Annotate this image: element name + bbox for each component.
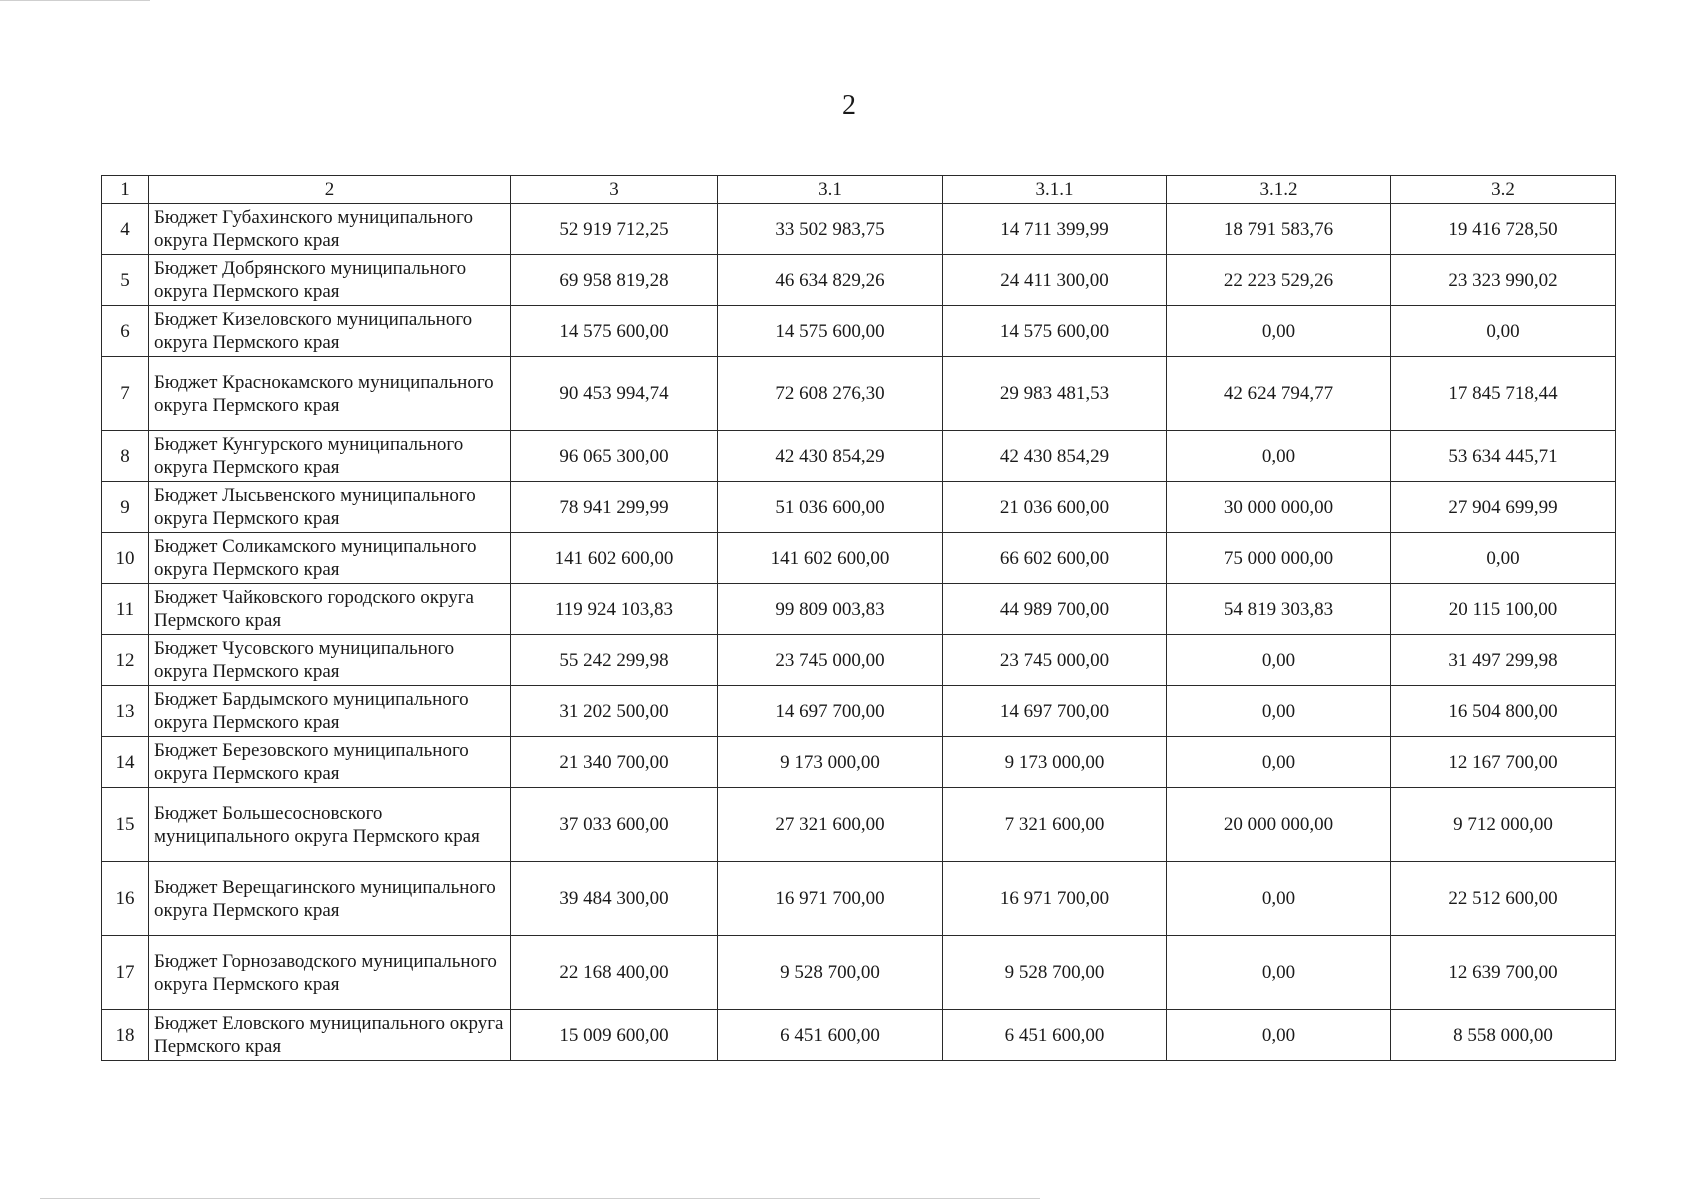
value-col-3-1-2: 54 819 303,83 <box>1167 584 1391 635</box>
value-col-3: 141 602 600,00 <box>511 533 718 584</box>
budget-name: Бюджет Горнозаводского муниципального округа Пермского края <box>149 936 511 1010</box>
value-col-3-2: 53 634 445,71 <box>1391 431 1616 482</box>
budget-name: Бюджет Бардымского муниципального округа Пермского края <box>149 686 511 737</box>
table-row <box>102 357 1616 431</box>
budget-name: Бюджет Добрянского муниципального округа Пермского края <box>149 255 511 306</box>
table-row <box>102 306 1616 357</box>
table-row <box>102 1010 1616 1061</box>
budget-name: Бюджет Краснокамского муниципального округа Пермского края <box>149 357 511 431</box>
table-row <box>102 431 1616 482</box>
value-col-3-2: 12 167 700,00 <box>1391 737 1616 788</box>
value-col-3-1-2: 0,00 <box>1167 936 1391 1010</box>
table-row <box>102 255 1616 306</box>
value-col-3-2: 22 512 600,00 <box>1391 862 1616 936</box>
value-col-3: 96 065 300,00 <box>511 431 718 482</box>
header-cell: 3.1.2 <box>1167 176 1391 204</box>
value-col-3-1: 9 173 000,00 <box>718 737 943 788</box>
value-col-3-2: 16 504 800,00 <box>1391 686 1616 737</box>
value-col-3-1-1: 24 411 300,00 <box>943 255 1167 306</box>
budget-name: Бюджет Чайковского городского округа Пермского края <box>149 584 511 635</box>
value-col-3: 55 242 299,98 <box>511 635 718 686</box>
budget-name: Бюджет Чусовского муниципального округа Пермского края <box>149 635 511 686</box>
value-col-3-1-1: 16 971 700,00 <box>943 862 1167 936</box>
value-col-3-2: 20 115 100,00 <box>1391 584 1616 635</box>
header-cell: 2 <box>149 176 511 204</box>
row-number: 15 <box>102 788 149 862</box>
scan-edge-bottom <box>40 1198 1040 1199</box>
value-col-3-1-1: 6 451 600,00 <box>943 1010 1167 1061</box>
value-col-3: 119 924 103,83 <box>511 584 718 635</box>
value-col-3-2: 23 323 990,02 <box>1391 255 1616 306</box>
scan-edge-top <box>0 0 150 1</box>
header-cell: 1 <box>102 176 149 204</box>
value-col-3-1-1: 44 989 700,00 <box>943 584 1167 635</box>
value-col-3-1-2: 0,00 <box>1167 1010 1391 1061</box>
value-col-3: 78 941 299,99 <box>511 482 718 533</box>
value-col-3-2: 27 904 699,99 <box>1391 482 1616 533</box>
value-col-3: 90 453 994,74 <box>511 357 718 431</box>
row-number: 8 <box>102 431 149 482</box>
budget-table <box>101 175 1616 1061</box>
page-number: 2 <box>842 90 856 121</box>
value-col-3-1: 99 809 003,83 <box>718 584 943 635</box>
value-col-3-1: 16 971 700,00 <box>718 862 943 936</box>
value-col-3-1: 42 430 854,29 <box>718 431 943 482</box>
value-col-3-1-1: 66 602 600,00 <box>943 533 1167 584</box>
budget-name: Бюджет Еловского муниципального округа Пермского края <box>149 1010 511 1061</box>
value-col-3-2: 9 712 000,00 <box>1391 788 1616 862</box>
value-col-3-1: 46 634 829,26 <box>718 255 943 306</box>
value-col-3: 39 484 300,00 <box>511 862 718 936</box>
value-col-3-1-1: 42 430 854,29 <box>943 431 1167 482</box>
value-col-3: 69 958 819,28 <box>511 255 718 306</box>
value-col-3-2: 0,00 <box>1391 533 1616 584</box>
row-number: 11 <box>102 584 149 635</box>
value-col-3-1-2: 0,00 <box>1167 686 1391 737</box>
value-col-3-2: 8 558 000,00 <box>1391 1010 1616 1061</box>
table-row <box>102 584 1616 635</box>
table-row <box>102 686 1616 737</box>
value-col-3: 21 340 700,00 <box>511 737 718 788</box>
value-col-3-1: 9 528 700,00 <box>718 936 943 1010</box>
value-col-3-1: 141 602 600,00 <box>718 533 943 584</box>
value-col-3-1-2: 75 000 000,00 <box>1167 533 1391 584</box>
value-col-3-1-1: 9 528 700,00 <box>943 936 1167 1010</box>
row-number: 10 <box>102 533 149 584</box>
header-cell: 3.2 <box>1391 176 1616 204</box>
value-col-3-1-2: 0,00 <box>1167 862 1391 936</box>
value-col-3-1-2: 0,00 <box>1167 737 1391 788</box>
value-col-3-1-1: 14 697 700,00 <box>943 686 1167 737</box>
value-col-3-1-1: 29 983 481,53 <box>943 357 1167 431</box>
value-col-3-2: 12 639 700,00 <box>1391 936 1616 1010</box>
budget-name: Бюджет Соликамского муниципального округа Пермского края <box>149 533 511 584</box>
table-row <box>102 533 1616 584</box>
row-number: 13 <box>102 686 149 737</box>
budget-name: Бюджет Кизеловского муниципального округа Пермского края <box>149 306 511 357</box>
table-row <box>102 635 1616 686</box>
value-col-3-1-2: 18 791 583,76 <box>1167 204 1391 255</box>
budget-name: Бюджет Лысьвенского муниципального округа Пермского края <box>149 482 511 533</box>
value-col-3-1-2: 0,00 <box>1167 306 1391 357</box>
table-body <box>102 204 1616 1061</box>
value-col-3-1-1: 21 036 600,00 <box>943 482 1167 533</box>
value-col-3-1-2: 22 223 529,26 <box>1167 255 1391 306</box>
row-number: 17 <box>102 936 149 1010</box>
table-row <box>102 482 1616 533</box>
budget-name: Бюджет Губахинского муниципального округа Пермского края <box>149 204 511 255</box>
value-col-3: 22 168 400,00 <box>511 936 718 1010</box>
budget-name: Бюджет Верещагинского муниципального округа Пермского края <box>149 862 511 936</box>
value-col-3: 14 575 600,00 <box>511 306 718 357</box>
value-col-3-1-2: 20 000 000,00 <box>1167 788 1391 862</box>
row-number: 18 <box>102 1010 149 1061</box>
value-col-3-1-1: 9 173 000,00 <box>943 737 1167 788</box>
row-number: 5 <box>102 255 149 306</box>
row-number: 7 <box>102 357 149 431</box>
header-cell: 3.1.1 <box>943 176 1167 204</box>
value-col-3-1-1: 23 745 000,00 <box>943 635 1167 686</box>
value-col-3: 31 202 500,00 <box>511 686 718 737</box>
budget-name: Бюджет Большесосновского муниципального округа Пермского края <box>149 788 511 862</box>
table-row <box>102 788 1616 862</box>
value-col-3-2: 17 845 718,44 <box>1391 357 1616 431</box>
value-col-3: 52 919 712,25 <box>511 204 718 255</box>
value-col-3-1: 23 745 000,00 <box>718 635 943 686</box>
value-col-3-1-1: 7 321 600,00 <box>943 788 1167 862</box>
value-col-3-1-2: 42 624 794,77 <box>1167 357 1391 431</box>
value-col-3: 15 009 600,00 <box>511 1010 718 1061</box>
header-row <box>102 176 1616 204</box>
table-row <box>102 737 1616 788</box>
value-col-3-1-2: 30 000 000,00 <box>1167 482 1391 533</box>
value-col-3-1: 27 321 600,00 <box>718 788 943 862</box>
value-col-3-1: 51 036 600,00 <box>718 482 943 533</box>
header-cell: 3.1 <box>718 176 943 204</box>
value-col-3-1: 6 451 600,00 <box>718 1010 943 1061</box>
value-col-3-1: 33 502 983,75 <box>718 204 943 255</box>
budget-name: Бюджет Кунгурского муниципального округа Пермского края <box>149 431 511 482</box>
table-row <box>102 862 1616 936</box>
value-col-3-1-2: 0,00 <box>1167 431 1391 482</box>
row-number: 6 <box>102 306 149 357</box>
row-number: 9 <box>102 482 149 533</box>
value-col-3-2: 0,00 <box>1391 306 1616 357</box>
row-number: 14 <box>102 737 149 788</box>
value-col-3-1-1: 14 711 399,99 <box>943 204 1167 255</box>
header-cell: 3 <box>511 176 718 204</box>
value-col-3-2: 31 497 299,98 <box>1391 635 1616 686</box>
value-col-3: 37 033 600,00 <box>511 788 718 862</box>
table-row <box>102 936 1616 1010</box>
value-col-3-1-2: 0,00 <box>1167 635 1391 686</box>
row-number: 16 <box>102 862 149 936</box>
value-col-3-1: 14 697 700,00 <box>718 686 943 737</box>
value-col-3-1: 14 575 600,00 <box>718 306 943 357</box>
value-col-3-1-1: 14 575 600,00 <box>943 306 1167 357</box>
row-number: 4 <box>102 204 149 255</box>
budget-name: Бюджет Березовского муниципального округа Пермского края <box>149 737 511 788</box>
row-number: 12 <box>102 635 149 686</box>
table-row <box>102 204 1616 255</box>
value-col-3-2: 19 416 728,50 <box>1391 204 1616 255</box>
value-col-3-1: 72 608 276,30 <box>718 357 943 431</box>
